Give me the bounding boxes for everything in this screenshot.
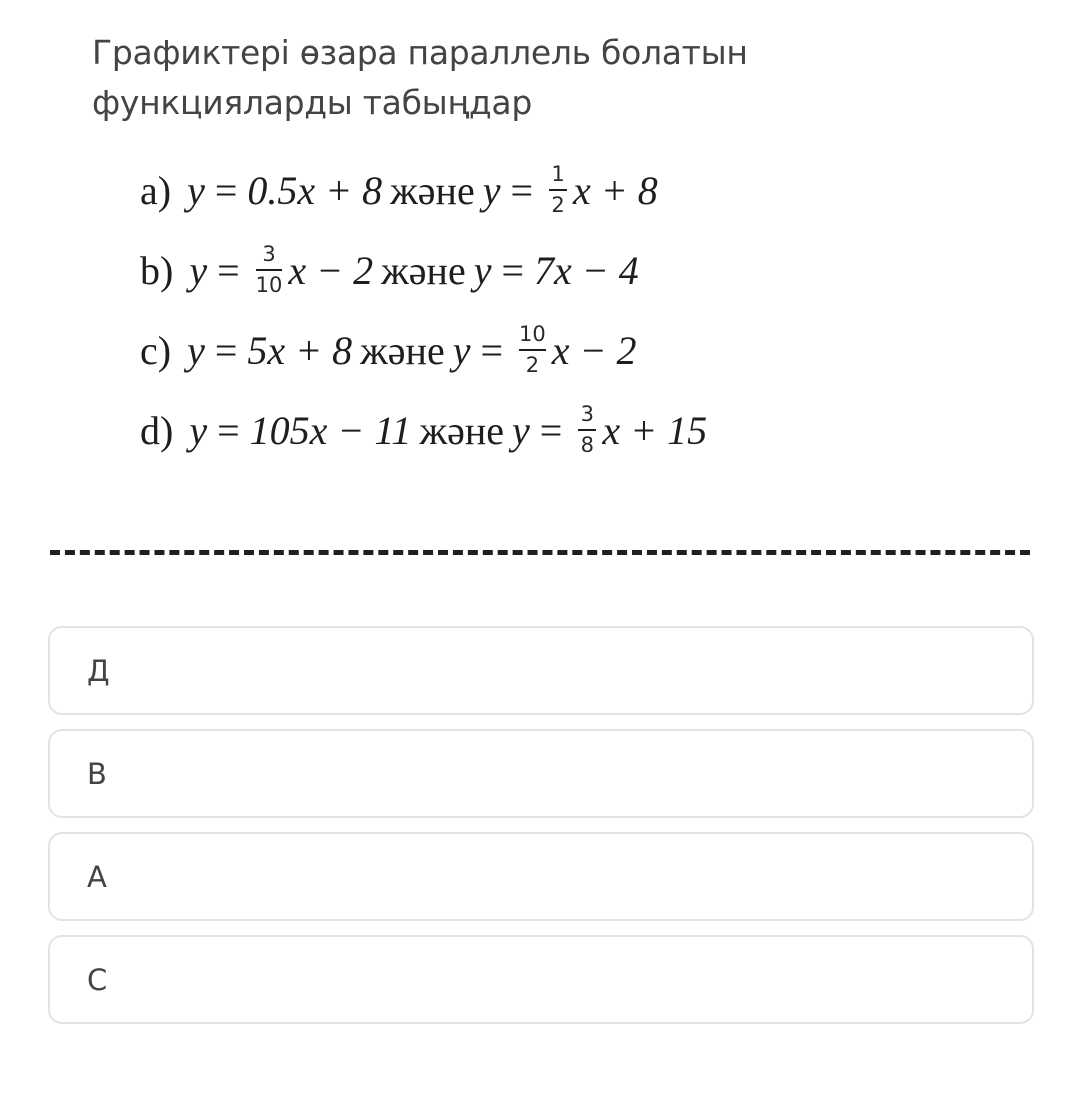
equals-sign: =	[214, 167, 238, 213]
variable-y: y	[189, 407, 208, 453]
connector-word: және	[381, 247, 466, 293]
question-text	[92, 28, 992, 128]
equals-sign: =	[480, 327, 504, 373]
variable-y: y	[189, 247, 208, 293]
variable-y: y	[452, 327, 471, 373]
expression: 7x − 4	[534, 247, 639, 293]
dashed-divider	[50, 550, 1030, 555]
connector-word: және	[390, 167, 475, 213]
equations-image	[140, 150, 1000, 470]
answer-option-a[interactable]	[48, 832, 1034, 921]
fraction-numerator: 3	[262, 242, 276, 266]
question-line-2: функцияларды табыңдар	[92, 83, 532, 122]
expression: x − 2	[288, 247, 374, 293]
fraction-denominator: 2	[525, 353, 540, 377]
fraction	[256, 244, 283, 296]
equation-label: a)	[140, 167, 172, 213]
answer-options	[48, 626, 1034, 1038]
connector-word: және	[360, 327, 445, 373]
expression: x + 15	[602, 407, 708, 453]
fraction-numerator: 3	[580, 402, 595, 426]
equation-label: b)	[140, 247, 174, 293]
variable-y: y	[473, 247, 492, 293]
variable-y: y	[512, 407, 530, 453]
equation-label: c)	[140, 327, 172, 373]
option-label: Д	[87, 653, 110, 688]
equation-a	[140, 150, 1000, 230]
expression: 5x + 8	[247, 327, 353, 373]
fraction	[519, 324, 546, 376]
question-line-1: Графиктері өзара параллель болатын	[92, 33, 748, 72]
equals-sign: =	[539, 407, 563, 453]
equation-b	[140, 230, 1000, 310]
expression: 105x − 11	[249, 407, 412, 453]
connector-word: және	[419, 407, 504, 453]
answer-option-b[interactable]	[48, 729, 1034, 818]
fraction-bar	[519, 349, 546, 351]
fraction	[578, 404, 596, 456]
answer-option-d[interactable]	[48, 626, 1034, 715]
fraction	[549, 164, 567, 216]
fraction-denominator: 10	[255, 273, 283, 297]
option-label: C	[87, 962, 108, 997]
expression: x − 2	[551, 327, 637, 373]
expression: x + 8	[573, 167, 658, 213]
variable-y: y	[482, 167, 501, 213]
option-label: A	[87, 859, 107, 894]
option-label: B	[87, 756, 107, 791]
equals-sign: =	[510, 167, 534, 213]
equals-sign: =	[217, 247, 240, 293]
expression: 0.5x + 8	[247, 167, 383, 213]
equals-sign: =	[501, 247, 525, 293]
equation-c	[140, 310, 1000, 390]
fraction-numerator: 1	[551, 162, 565, 186]
fraction-denominator: 8	[580, 433, 595, 457]
fraction-denominator: 2	[551, 193, 565, 217]
variable-y: y	[187, 167, 205, 213]
fraction-bar	[256, 269, 283, 271]
equation-d	[140, 390, 1000, 470]
equals-sign: =	[217, 407, 240, 453]
fraction-numerator: 10	[519, 322, 546, 346]
fraction-bar	[578, 429, 596, 431]
answer-option-c[interactable]	[48, 935, 1034, 1024]
equals-sign: =	[214, 327, 238, 373]
variable-y: y	[187, 327, 205, 373]
fraction-bar	[549, 189, 567, 191]
equation-label: d)	[140, 407, 174, 453]
